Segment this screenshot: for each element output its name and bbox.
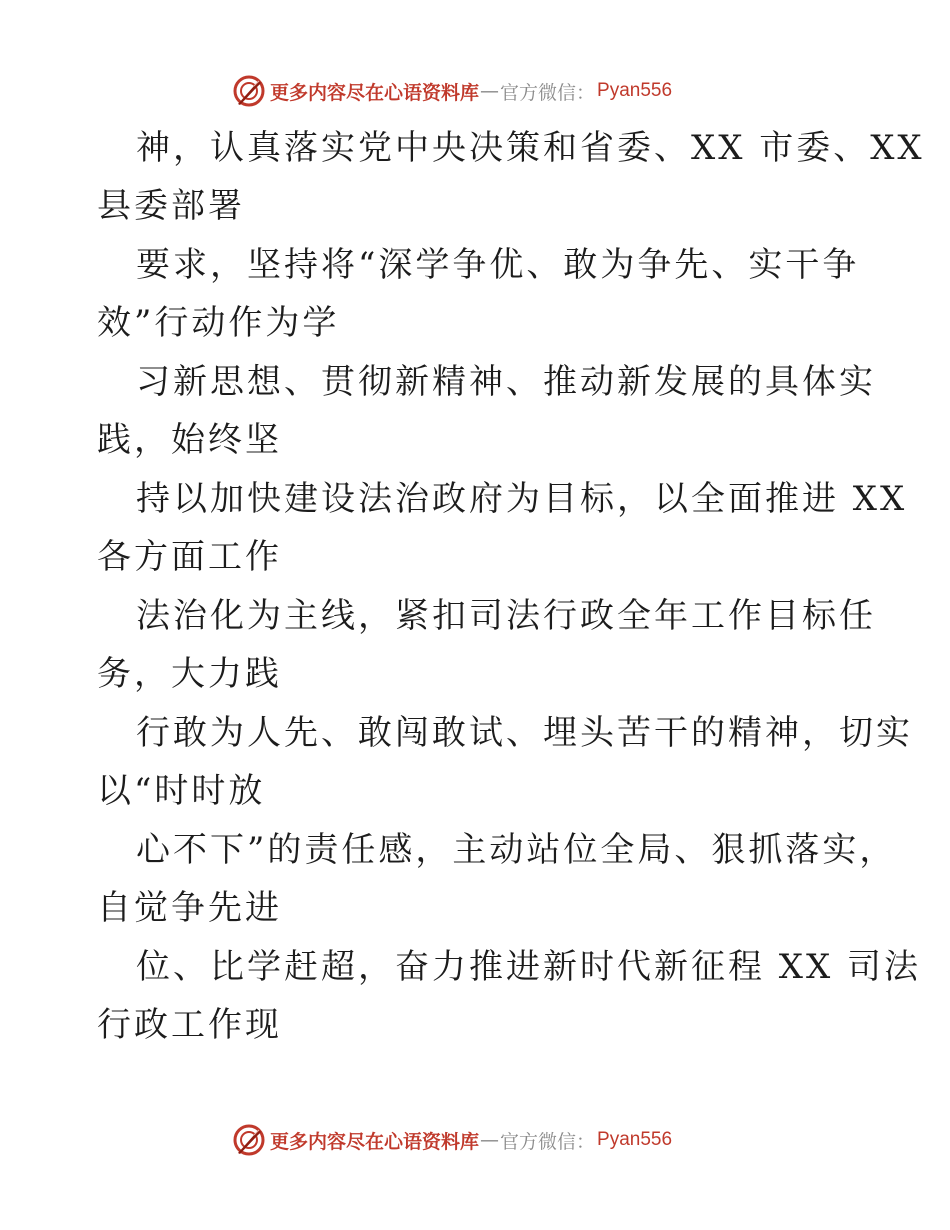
body-line: 习新思想、贯彻新精神、推动新发展的具体实 xyxy=(136,362,876,402)
body-line: 行政工作现 xyxy=(97,1005,282,1045)
site-name-text: 更多内容尽在心语资料库 xyxy=(270,1130,480,1153)
body-line: 自觉争先进 xyxy=(97,888,282,928)
body-line: 以“时时放 xyxy=(97,771,266,811)
body-line: 持以加快建设法治政府为目标，以全面推进 XX xyxy=(136,479,908,519)
body-line: 要求，坚持将“深学争优、敢为争先、实干争 xyxy=(136,245,860,285)
separator-dash: — xyxy=(480,80,500,102)
body-line: 神，认真落实党中央决策和省委、XX 市委、XX xyxy=(136,128,925,168)
body-line: 各方面工作 xyxy=(97,537,282,577)
body-line: 法治化为主线，紧扣司法行政全年工作目标任 xyxy=(136,596,876,636)
body-line: 县委部署 xyxy=(97,186,245,226)
separator-dash: — xyxy=(480,1129,500,1151)
pen-quill-logo-icon xyxy=(232,1123,266,1157)
wechat-id: Pyan556 xyxy=(597,80,673,101)
wechat-label: 官方微信： xyxy=(500,81,596,104)
body-line: 位、比学赶超，奋力推进新时代新征程 XX 司法 xyxy=(136,947,922,987)
body-line: 践，始终坚 xyxy=(97,420,282,460)
body-line: 务，大力践 xyxy=(97,654,282,694)
site-name-text: 更多内容尽在心语资料库 xyxy=(270,81,480,104)
wechat-label: 官方微信： xyxy=(500,1130,596,1153)
wechat-id: Pyan556 xyxy=(597,1129,673,1150)
body-line: 行敢为人先、敢闯敢试、埋头苦干的精神，切实 xyxy=(136,713,913,753)
footer-banner xyxy=(232,1122,672,1158)
body-line: 心不下”的责任感，主动站位全局、狠抓落实， xyxy=(136,830,897,870)
body-line: 效”行动作为学 xyxy=(97,303,340,343)
